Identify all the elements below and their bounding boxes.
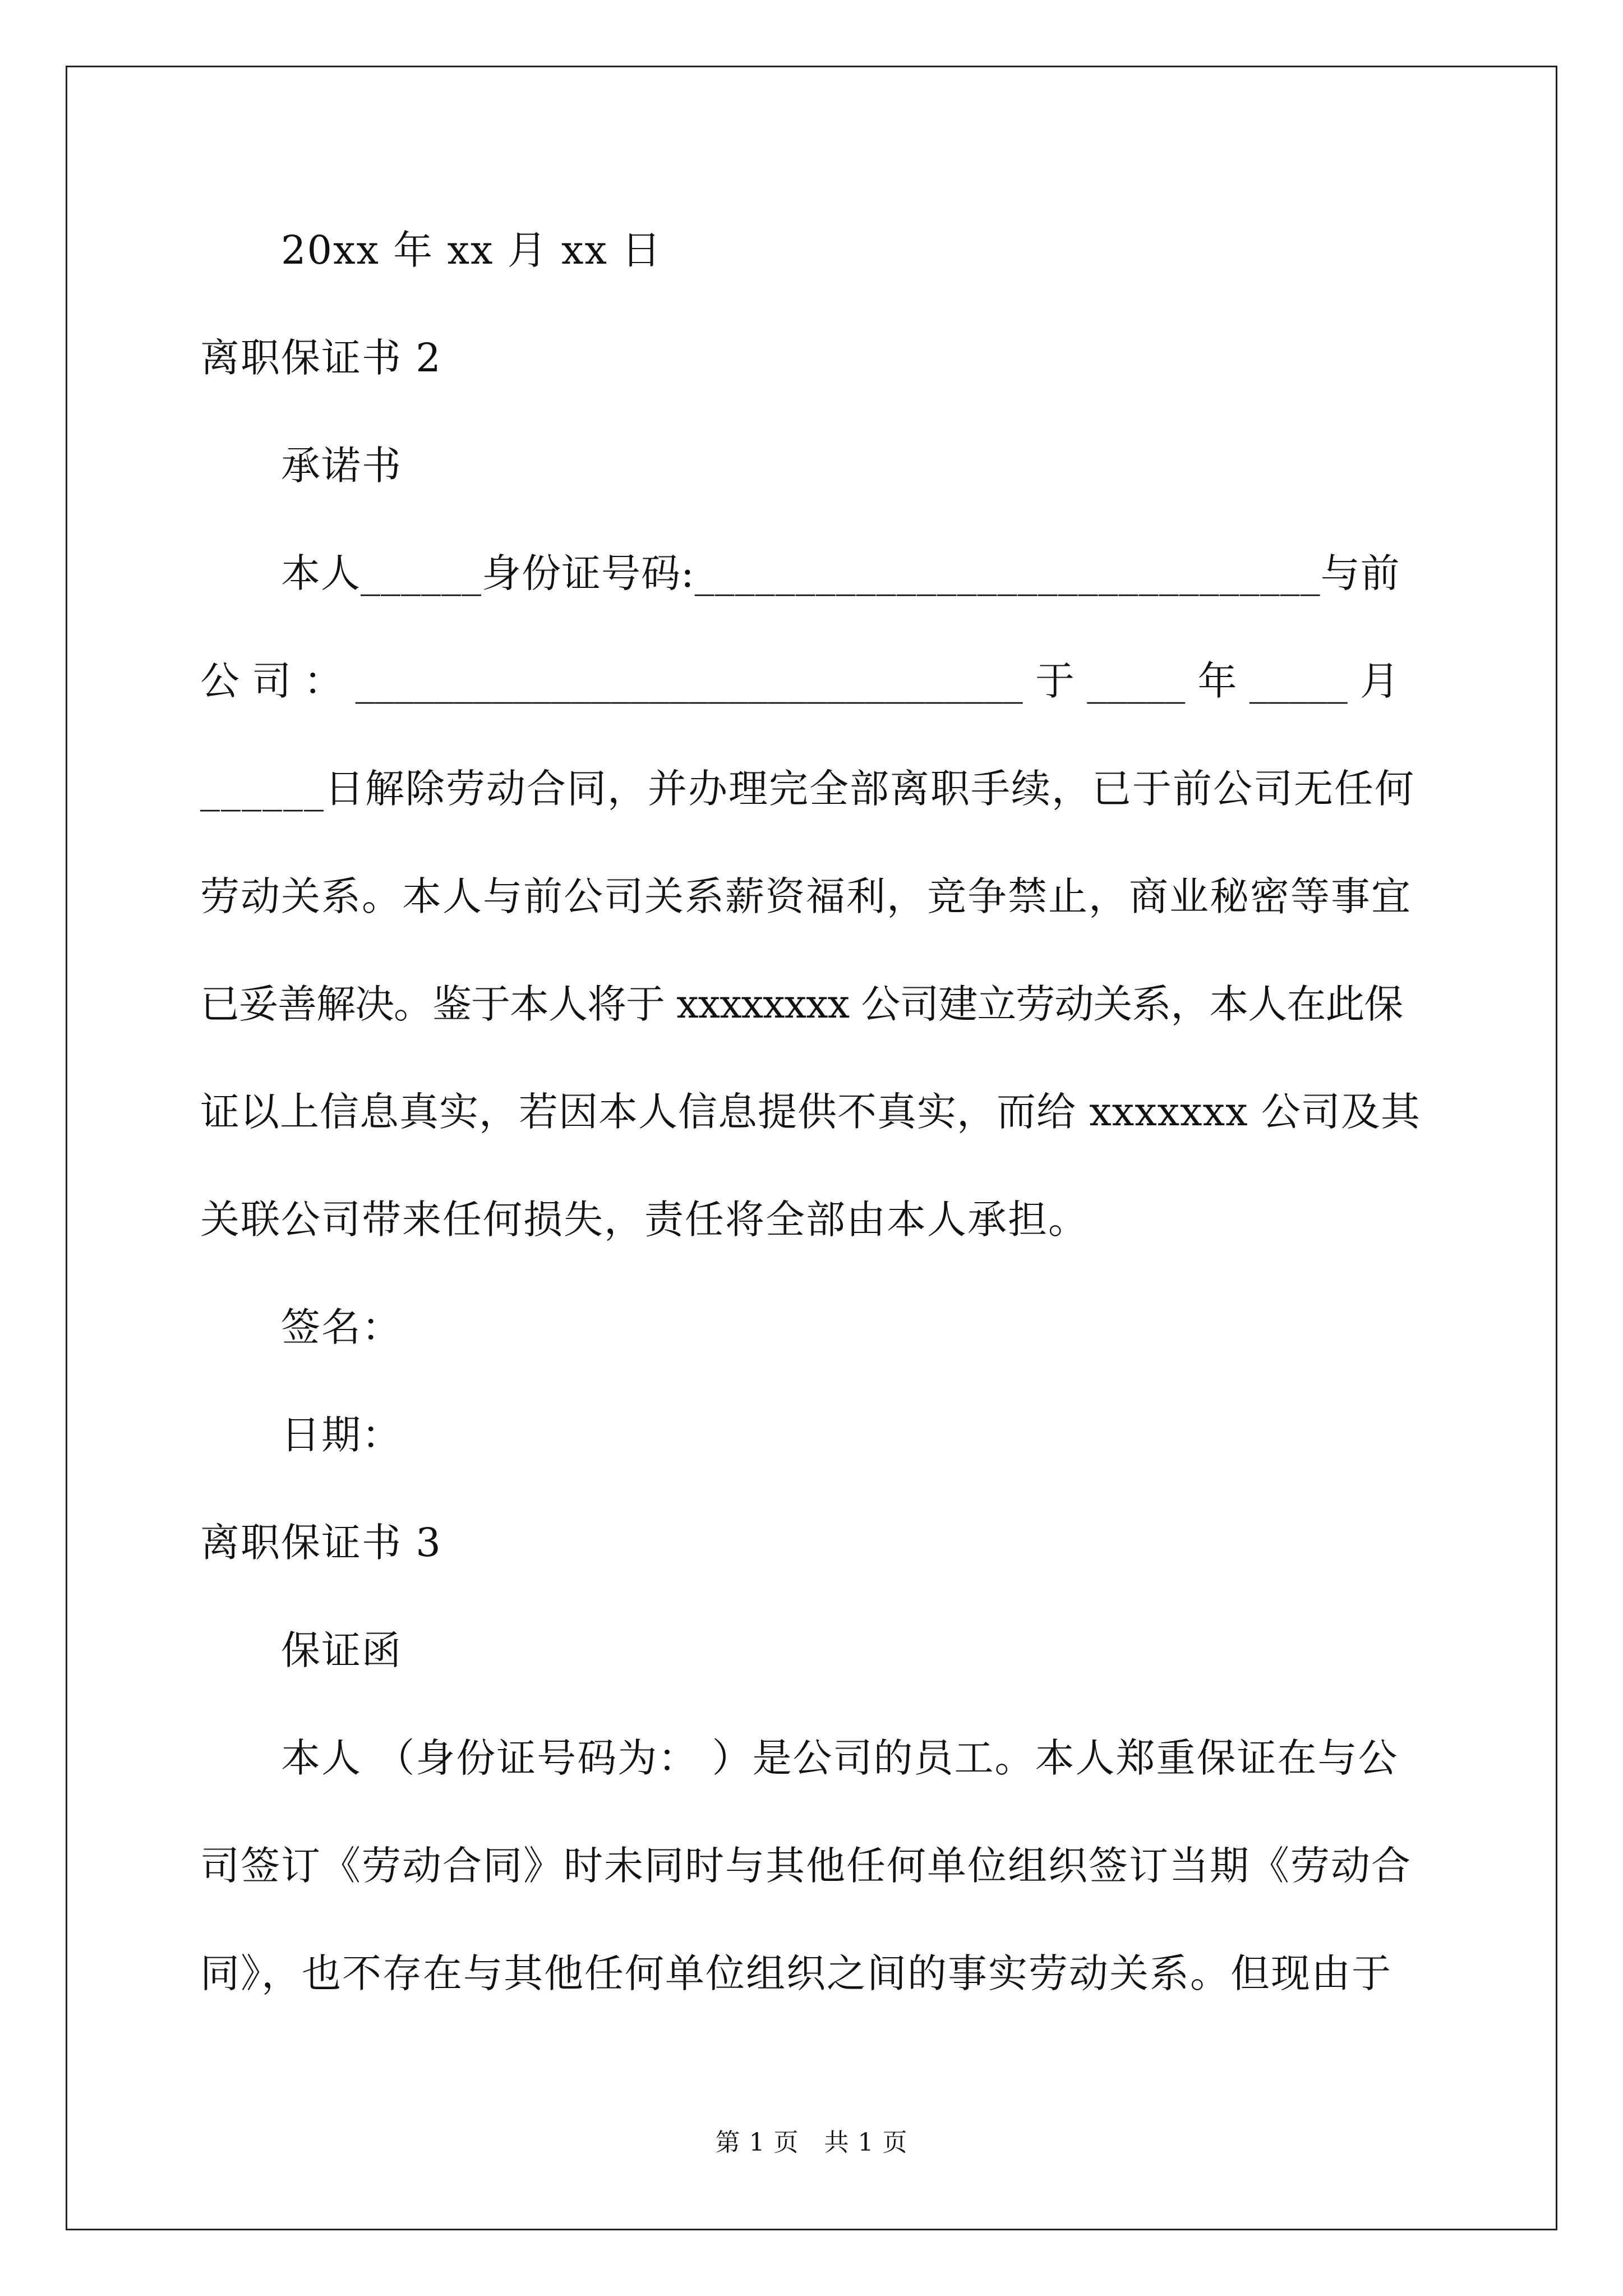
signature-label: 签名： (281, 1304, 402, 1350)
page-border (66, 66, 1557, 2230)
paragraph-line: 关联公司带来任何损失，责任将全部由本人承担。 (200, 1197, 1089, 1243)
date-line: 20xx 年 xx 月 xx 日 (281, 227, 662, 273)
section-title-2: 承诺书 (281, 443, 402, 489)
date-label: 日期： (281, 1412, 402, 1458)
paragraph-line: 同》，也不存在与其他任何单位组织之间的事实劳动关系。但现由于 (200, 1950, 1392, 1996)
paragraph-line: 已妥善解决。鉴于本人将于 xxxxxxxx 公司建立劳动关系，本人在此保 (200, 981, 1403, 1027)
page-number: 第 1 页 共 1 页 (715, 2128, 908, 2157)
paragraph-line: 劳动关系。本人与前公司关系薪资福利，竞争禁止，商业秘密等事宜 (200, 873, 1412, 919)
paragraph-line: ______日解除劳动合同，并办理完全部离职手续，已于前公司无任何 (200, 766, 1415, 812)
paragraph-line: 本人______身份证号码:_______________________________与前 (281, 550, 1400, 596)
paragraph-line: 证以上信息真实，若因本人信息提供不真实，而给 xxxxxxx 公司及其 (200, 1089, 1421, 1135)
section-heading-3: 离职保证书 3 (200, 1520, 442, 1566)
paragraph-line: 公 司 ： __________________________________ 于 _____ 年 _____ 月 (200, 658, 1400, 704)
paragraph-line: 司签订《劳动合同》时未同时与其他任何单位组织签订当期《劳动合 (200, 1843, 1412, 1889)
section-title-3: 保证函 (281, 1627, 402, 1673)
section-heading-2: 离职保证书 2 (200, 335, 442, 381)
paragraph-line: 本人 （身份证号码为： ）是公司的员工。本人郑重保证在与公 (281, 1735, 1399, 1781)
